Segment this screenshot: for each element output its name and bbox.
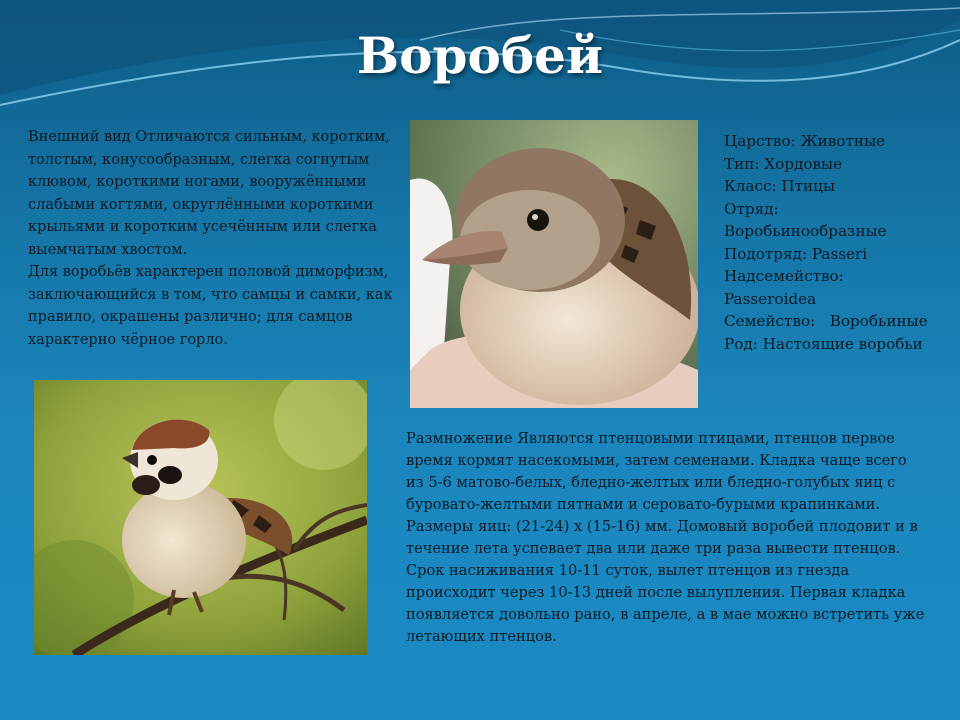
reproduction-text (406, 428, 926, 648)
appearance-text (28, 126, 410, 351)
taxonomy-order-label: Отряд: (724, 199, 779, 218)
taxonomy-genus: Род: Настоящие воробьи (724, 334, 923, 353)
sparrow-closeup-photo (410, 120, 698, 408)
taxonomy-superfamily-value: Passeroidea (724, 289, 817, 308)
sparrow-on-branch-photo (34, 380, 367, 655)
appearance-paragraph: Внешний вид Отличаются сильным, коротким, толстым, конусообразным, слегка согнутым клювом, короткими ногами, вооружёнными слабыми когтями, округлёнными короткими крыльями и коротким усечённым или слегка выемчатым хвостом. (28, 129, 390, 258)
reproduction-paragraph: Размножение Являются птенцовыми птицами, птенцов первое время кормят насекомыми, затем семенами. Кладка чаще всего из 5-6 матово-белых, бледно-желтых или бледно-голубых яиц с буровато-желтыми пятнами и серовато-бурыми крапинками. Размеры яиц: (21-24) х (15-16) мм. Домовый воробей плодовит и в течение лета успевает два или даже три раза вывести птенцов. Срок насиживания 10-11 суток, вылет птенцов из гнезда происходит через 10-13 дней после вылупления. Первая кладка появляется довольно рано, в апреле, а в мае можно встретить уже летающих птенцов. (406, 430, 925, 645)
taxonomy-order-value: Воробьинообразные (724, 222, 887, 240)
taxonomy-superfamily-label: Надсемейство: (724, 267, 844, 285)
taxonomy-phylum: Тип: Хордовые (724, 154, 843, 173)
dimorphism-paragraph: Для воробьёв характерен половой диморфизм, заключающийся в том, что самцы и самки, как правило, окрашены различно; для самцов характерно чёрное горло. (28, 264, 393, 348)
taxonomy-family: Семейство: Воробьиные (724, 312, 928, 330)
taxonomy-kingdom: Царство: Животные (724, 132, 886, 150)
taxonomy-suborder: Подотряд: Passeri (724, 244, 868, 263)
slide-title: Воробей (356, 26, 604, 85)
taxonomy-list (724, 130, 950, 355)
taxonomy-class: Класс: Птицы (724, 177, 836, 195)
